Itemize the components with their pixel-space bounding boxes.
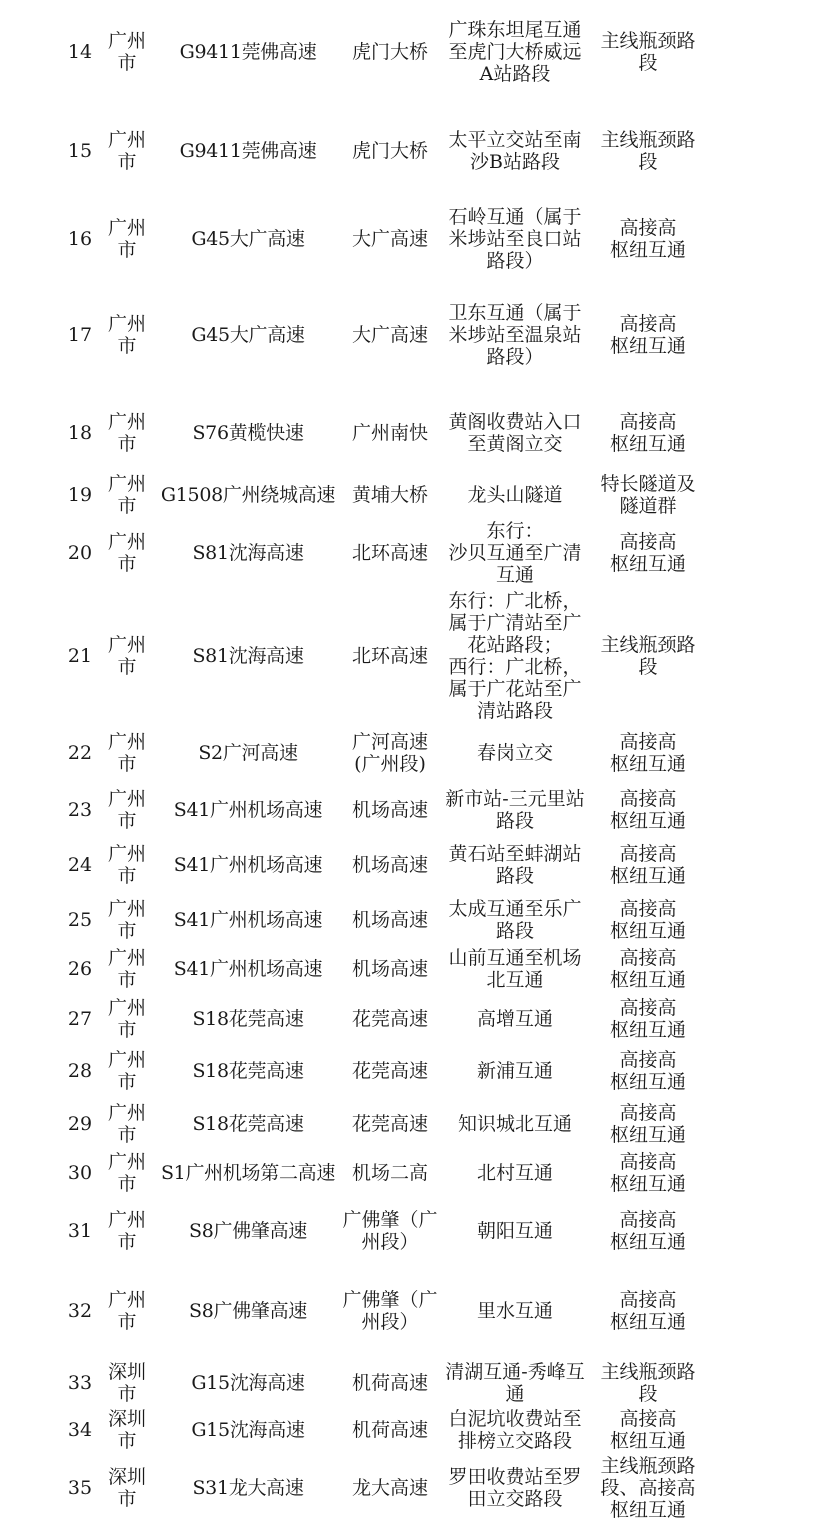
location-cell: 太成互通至乐广 路段 <box>448 898 582 942</box>
section-name-cell: 机荷高速 <box>351 1372 428 1394</box>
node-type-cell: 高接高 枢纽互通 <box>609 843 686 887</box>
road-name-cell: S41广州机场高速 <box>173 854 323 876</box>
location-cell: 罗田收费站至罗 田立交路段 <box>448 1465 582 1510</box>
node-type-cell: 高接高 枢纽互通 <box>609 411 686 455</box>
road-name-cell: G45大广高速 <box>191 228 305 250</box>
row-number: 31 <box>67 1220 93 1242</box>
section-name-cell: 黄埔大桥 <box>351 484 428 506</box>
city-cell: 广州 市 <box>107 731 146 775</box>
table-row <box>60 1196 710 1266</box>
location-cell: 高增互通 <box>476 1008 553 1030</box>
road-name-cell: G9411莞佛高速 <box>179 41 317 63</box>
section-name-cell: 虎门大桥 <box>351 41 428 63</box>
row-number: 24 <box>67 854 93 876</box>
node-type-cell: 高接高 枢纽互通 <box>609 217 686 261</box>
table-row <box>60 473 710 517</box>
section-name-cell: 机场二高 <box>351 1162 428 1184</box>
node-type-cell: 高接高 枢纽互通 <box>609 531 686 575</box>
node-type-cell: 高接高 枢纽互通 <box>609 898 686 942</box>
table-row <box>60 0 710 104</box>
table-row <box>60 1356 710 1410</box>
city-cell: 深圳 市 <box>107 1465 146 1510</box>
node-type-cell: 高接高 枢纽互通 <box>609 313 686 357</box>
location-cell: 里水互通 <box>476 1300 553 1322</box>
road-name-cell: S18花莞高速 <box>192 1060 304 1082</box>
node-type-cell: 高接高 枢纽互通 <box>609 1102 686 1146</box>
section-name-cell: 机场高速 <box>351 958 428 980</box>
row-number: 26 <box>67 958 93 980</box>
location-cell: 黄阁收费站入口 至黄阁立交 <box>448 411 582 455</box>
road-name-cell: S18花莞高速 <box>192 1008 304 1030</box>
road-name-cell: S2广河高速 <box>198 742 298 764</box>
row-number: 35 <box>67 1476 93 1499</box>
location-cell: 广珠东坦尾互通 至虎门大桥威远 A站路段 <box>448 19 582 85</box>
row-number: 23 <box>67 799 93 821</box>
section-name-cell: 大广高速 <box>351 228 428 250</box>
city-cell: 广州 市 <box>107 129 146 173</box>
city-cell: 广州 市 <box>107 30 146 74</box>
road-name-cell: S41广州机场高速 <box>173 958 323 980</box>
road-name-cell: G1508广州绕城高速 <box>160 484 336 506</box>
row-number: 16 <box>67 228 93 250</box>
location-cell: 太平立交站至南 沙B站路段 <box>448 129 582 173</box>
node-type-cell: 高接高 枢纽互通 <box>609 997 686 1041</box>
table-row <box>60 390 710 476</box>
section-name-cell: 大广高速 <box>351 324 428 346</box>
location-cell: 北村互通 <box>476 1162 553 1184</box>
table-row <box>60 834 710 896</box>
table-row <box>60 514 710 592</box>
city-cell: 广州 市 <box>107 473 146 517</box>
row-number: 33 <box>67 1372 93 1394</box>
section-name-cell: 花莞高速 <box>351 1008 428 1030</box>
row-number: 32 <box>67 1300 93 1322</box>
table-row <box>60 896 710 944</box>
node-type-cell: 高接高 枢纽互通 <box>609 1049 686 1093</box>
node-type-cell: 主线瓶颈路 段 <box>600 634 696 678</box>
road-name-cell: S41广州机场高速 <box>173 909 323 931</box>
table-row <box>60 280 710 390</box>
row-number: 27 <box>67 1008 93 1030</box>
road-name-cell: G9411莞佛高速 <box>179 140 317 162</box>
location-cell: 清湖互通-秀峰互 通 <box>445 1361 585 1405</box>
section-name-cell: 机场高速 <box>351 909 428 931</box>
table-row <box>60 786 710 834</box>
node-type-cell: 主线瓶颈路 段 <box>600 129 696 173</box>
city-cell: 广州 市 <box>107 1102 146 1146</box>
row-number: 30 <box>67 1162 93 1184</box>
row-number: 25 <box>67 909 93 931</box>
row-number: 28 <box>67 1060 93 1082</box>
node-type-cell: 高接高 枢纽互通 <box>609 1209 686 1253</box>
section-name-cell: 龙大高速 <box>351 1476 428 1499</box>
table-row <box>60 1044 710 1098</box>
city-cell: 广州 市 <box>107 997 146 1041</box>
city-cell: 广州 市 <box>107 788 146 832</box>
node-type-cell: 主线瓶颈路 段 <box>600 30 696 74</box>
city-cell: 深圳 市 <box>107 1408 146 1452</box>
location-cell: 白泥坑收费站至 排榜立交路段 <box>448 1408 582 1452</box>
road-name-cell: S18花莞高速 <box>192 1113 304 1135</box>
location-cell: 春岗立交 <box>476 742 553 764</box>
road-name-cell: S8广佛肇高速 <box>188 1300 307 1322</box>
row-number: 18 <box>67 422 93 444</box>
node-type-cell: 特长隧道及 隧道群 <box>600 473 696 517</box>
section-name-cell: 广佛肇（广 州段） <box>342 1289 438 1333</box>
city-cell: 广州 市 <box>107 843 146 887</box>
section-name-cell: 虎门大桥 <box>351 140 428 162</box>
road-name-cell: S76黄榄快速 <box>192 422 304 444</box>
row-number: 34 <box>67 1419 93 1441</box>
road-name-cell: S31龙大高速 <box>192 1476 304 1499</box>
row-number: 19 <box>67 484 93 506</box>
location-cell: 朝阳互通 <box>476 1220 553 1242</box>
table-row <box>60 198 710 280</box>
table-row <box>60 944 710 994</box>
road-name-cell: G15沈海高速 <box>191 1372 305 1394</box>
location-cell: 东行：广北桥， 属于广清站至广 花站路段； 西行：广北桥， 属于广花站至广 清站路段 <box>448 590 582 722</box>
road-name-cell: S1广州机场第二高速 <box>160 1162 336 1184</box>
table-row <box>60 1098 710 1150</box>
location-cell: 新市站-三元里站 路段 <box>445 788 585 832</box>
location-cell: 石岭互通（属于 米埗站至良口站 路段） <box>448 206 582 272</box>
table-row <box>60 1410 710 1450</box>
city-cell: 深圳 市 <box>107 1361 146 1405</box>
city-cell: 广州 市 <box>107 634 146 678</box>
location-cell: 山前互通至机场 北互通 <box>448 947 582 991</box>
road-name-cell: S41广州机场高速 <box>173 799 323 821</box>
city-cell: 广州 市 <box>107 1289 146 1333</box>
city-cell: 广州 市 <box>107 531 146 575</box>
node-type-cell: 主线瓶颈路 段、高接高 枢纽互通 <box>600 1454 696 1521</box>
location-cell: 知识城北互通 <box>457 1113 572 1135</box>
row-number: 21 <box>67 645 93 667</box>
city-cell: 广州 市 <box>107 1209 146 1253</box>
city-cell: 广州 市 <box>107 947 146 991</box>
city-cell: 广州 市 <box>107 1151 146 1195</box>
road-name-cell: G15沈海高速 <box>191 1419 305 1441</box>
node-type-cell: 高接高 枢纽互通 <box>609 1289 686 1333</box>
city-cell: 广州 市 <box>107 313 146 357</box>
location-cell: 卫东互通（属于 米埗站至温泉站 路段） <box>448 302 582 368</box>
section-name-cell: 机场高速 <box>351 799 428 821</box>
node-type-cell: 高接高 枢纽互通 <box>609 788 686 832</box>
location-cell: 新浦互通 <box>476 1060 553 1082</box>
road-name-cell: S8广佛肇高速 <box>188 1220 307 1242</box>
row-number: 17 <box>67 324 93 346</box>
node-type-cell: 高接高 枢纽互通 <box>609 1151 686 1195</box>
row-number: 15 <box>67 140 93 162</box>
node-type-cell: 高接高 枢纽互通 <box>609 947 686 991</box>
table-row <box>60 720 710 786</box>
road-name-cell: S81沈海高速 <box>192 645 304 667</box>
row-number: 20 <box>67 542 93 564</box>
city-cell: 广州 市 <box>107 898 146 942</box>
row-number: 14 <box>67 41 93 63</box>
table-row <box>60 994 710 1044</box>
location-cell: 龙头山隧道 <box>467 484 563 506</box>
section-name-cell: 广佛肇（广 州段） <box>342 1209 438 1253</box>
city-cell: 广州 市 <box>107 411 146 455</box>
node-type-cell: 高接高 枢纽互通 <box>609 1408 686 1452</box>
section-name-cell: 机荷高速 <box>351 1419 428 1441</box>
city-cell: 广州 市 <box>107 217 146 261</box>
section-name-cell: 广州南快 <box>351 422 428 444</box>
node-type-cell: 主线瓶颈路 段 <box>600 1361 696 1405</box>
location-cell: 东行： 沙贝互通至广清 互通 <box>448 520 582 586</box>
table-row <box>60 592 710 720</box>
city-cell: 广州 市 <box>107 1049 146 1093</box>
section-name-cell: 北环高速 <box>351 542 428 564</box>
node-type-cell: 高接高 枢纽互通 <box>609 731 686 775</box>
road-name-cell: G45大广高速 <box>191 324 305 346</box>
table-row <box>60 1450 710 1525</box>
section-name-cell: 机场高速 <box>351 854 428 876</box>
section-name-cell: 花莞高速 <box>351 1113 428 1135</box>
location-cell: 黄石站至蚌湖站 路段 <box>448 843 582 887</box>
section-name-cell: 花莞高速 <box>351 1060 428 1082</box>
row-number: 29 <box>67 1113 93 1135</box>
road-name-cell: S81沈海高速 <box>192 542 304 564</box>
row-number: 22 <box>67 742 93 764</box>
section-name-cell: 广河高速 (广州段) <box>351 731 428 775</box>
table-row <box>60 1150 710 1196</box>
section-name-cell: 北环高速 <box>351 645 428 667</box>
table-row <box>60 1266 710 1356</box>
table-row <box>60 104 710 198</box>
